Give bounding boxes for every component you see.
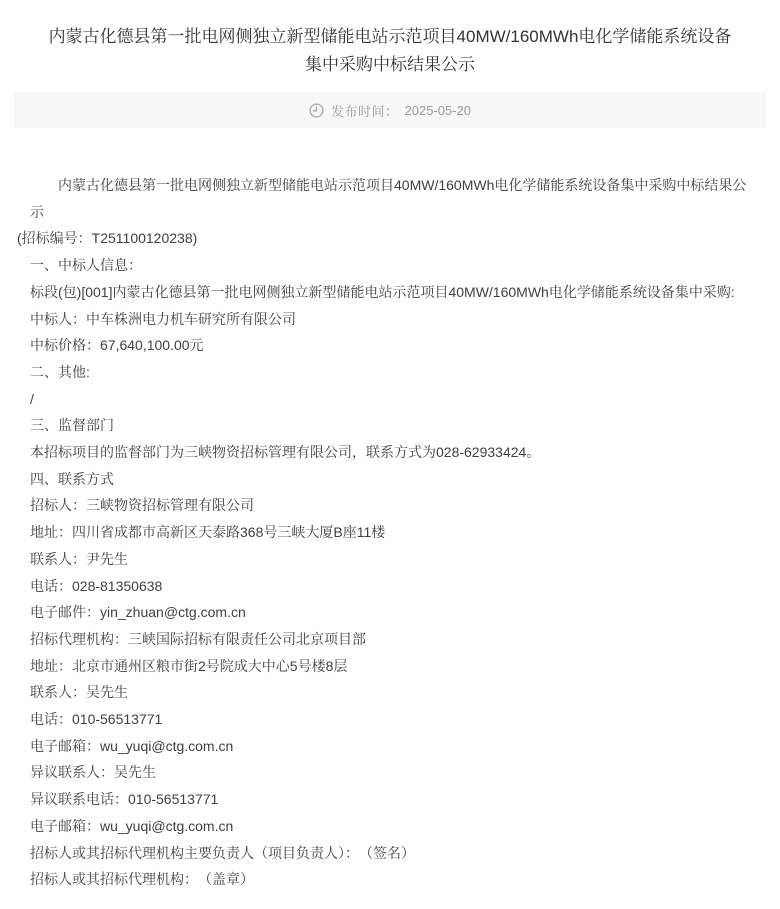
article-paragraph: 电话：028-81350638 [30, 577, 163, 594]
article-paragraph: 一、中标人信息： [30, 257, 142, 274]
article-paragraph: 地址：北京市通州区粮市街2号院成大中心5号楼8层 [30, 657, 348, 674]
article-paragraph: 地址：四川省成都市高新区天泰路368号三峡大厦B座11楼 [30, 524, 386, 541]
article-body [17, 172, 750, 893]
article-paragraph: 四、联系方式 [30, 470, 114, 487]
article-paragraph: 联系人：吴先生 [30, 684, 128, 701]
page-title [18, 23, 762, 79]
publish-time-bar [14, 92, 766, 128]
article-paragraph: 中标价格：67,640,100.00元 [30, 337, 204, 354]
page-title-line2: 集中采购中标结果公示 [305, 55, 475, 74]
article-paragraph: 中标人：中车株洲电力机车研究所有限公司 [30, 310, 296, 327]
article-paragraph: 招标人或其招标代理机构： （盖章） [30, 871, 254, 888]
article-paragraph: / [30, 390, 34, 407]
article-paragraph: 本招标项目的监督部门为三峡物资招标管理有限公司，联系方式为028-62933424。 [30, 444, 541, 461]
article-paragraph: 招标人或其招标代理机构主要负责人（项目负责人）： （签名） [30, 844, 415, 861]
article-paragraph: 标段(包)[001]内蒙古化德县第一批电网侧独立新型储能电站示范项目40MW/160MWh电化学储能系统设备集中采购: [30, 283, 735, 300]
article-paragraph: 招标人：三峡物资招标管理有限公司 [30, 497, 254, 514]
article-paragraph: 异议联系电话：010-56513771 [30, 791, 219, 808]
publish-time-value: 2025-05-20 [404, 102, 471, 118]
publish-time-label: 发布时间： [330, 103, 399, 119]
article-paragraph: 联系人：尹先生 [30, 550, 128, 567]
clock-icon [309, 103, 324, 118]
article-paragraph: (招标编号：T251100120238) [17, 230, 198, 247]
article-paragraph: 电子邮箱：wu_yuqi@ctg.com.cn [30, 737, 234, 754]
article-paragraph: 招标代理机构：三峡国际招标有限责任公司北京项目部 [30, 630, 366, 647]
bottom-spacer [0, 893, 780, 909]
article-paragraph: 三、监督部门 [30, 417, 114, 434]
article-paragraph: 电子邮件：yin_zhuan@ctg.com.cn [30, 604, 246, 621]
article-paragraph: 异议联系人：吴先生 [30, 764, 156, 781]
article-paragraph: 电子邮箱：wu_yuqi@ctg.com.cn [30, 817, 234, 834]
page-title-line1: 内蒙古化德县第一批电网侧独立新型储能电站示范项目40MW/160MWh电化学储能系统设备 [48, 27, 732, 46]
article-paragraph: 二、其他: [30, 363, 90, 380]
article-paragraph: 电话：010-56513771 [30, 711, 163, 728]
article-paragraph: 内蒙古化德县第一批电网侧独立新型储能电站示范项目40MW/160MWh电化学储能系统设备集中采购中标结果公示 [30, 177, 747, 220]
